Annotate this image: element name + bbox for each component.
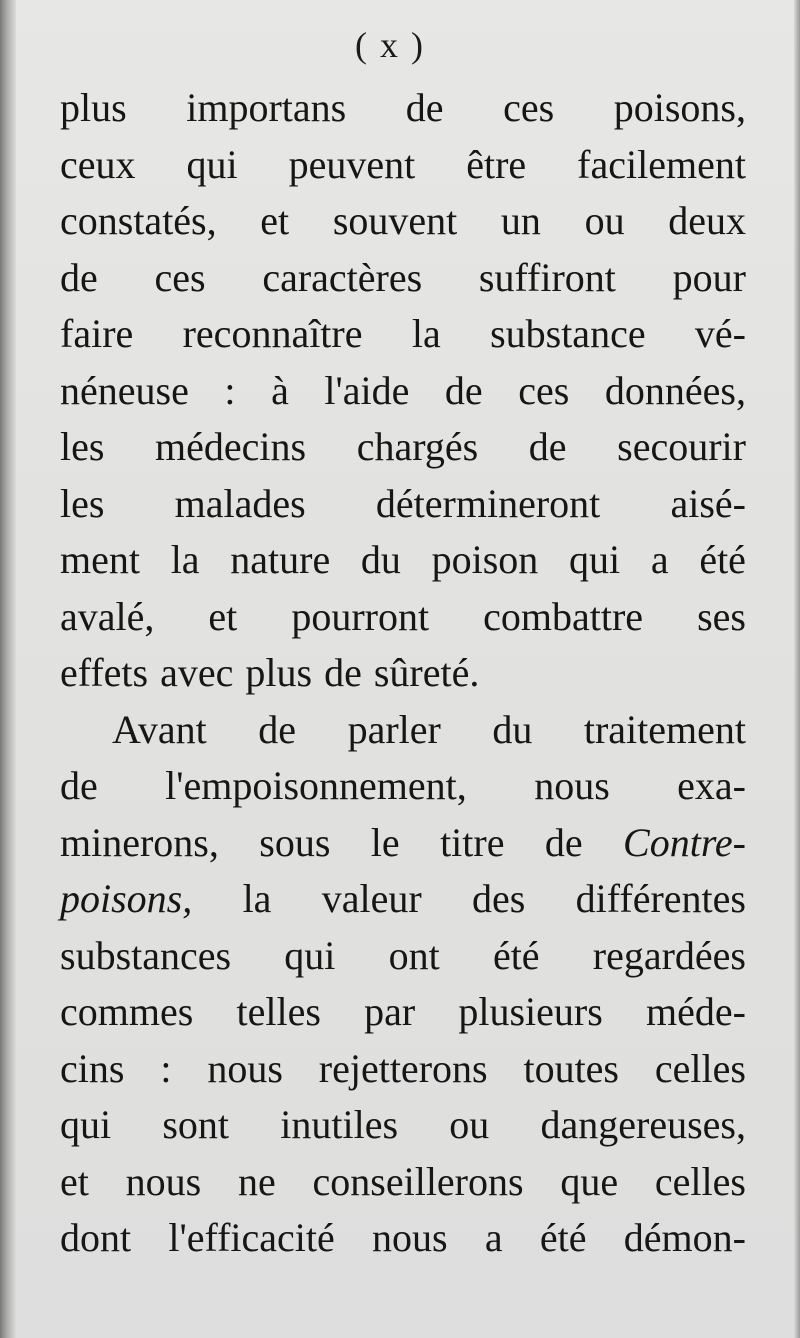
text-line: plus importans de ces poisons, bbox=[60, 85, 746, 130]
body-text bbox=[60, 80, 746, 1267]
text-line: cins : nous rejetterons toutes celles bbox=[60, 1045, 746, 1091]
text-line: les malades détermineront aisé- bbox=[60, 480, 746, 526]
text-line: dont l'efficacité nous a été démon- bbox=[60, 1215, 746, 1260]
text-line: qui sont inutiles ou dangereuses, bbox=[60, 1102, 746, 1147]
paragraph-2 bbox=[60, 702, 746, 1267]
text-line: ceux qui peuvent être facilement bbox=[60, 141, 746, 187]
text-line: effets avec plus de sûreté. bbox=[60, 650, 480, 695]
text-line: minerons, sous le titre de Contre- bbox=[60, 819, 746, 865]
text-line: Avant de parler du traitement bbox=[112, 706, 746, 752]
page-right-edge bbox=[794, 0, 800, 1338]
text-line: avalé, et pourront combattre ses bbox=[60, 593, 746, 639]
text-line: commes telles par plusieurs méde- bbox=[60, 989, 746, 1034]
page-binding-edge bbox=[0, 0, 16, 1338]
page-number: ( x ) bbox=[355, 25, 425, 65]
text-line: substances qui ont été regardées bbox=[60, 932, 746, 978]
text-line: et nous ne conseillerons que celles bbox=[60, 1158, 746, 1204]
text-line: de l'empoisonnement, nous exa- bbox=[60, 763, 746, 808]
text-line: les médecins chargés de secourir bbox=[60, 424, 746, 469]
text-line: néneuse : à l'aide de ces données, bbox=[60, 367, 746, 413]
paragraph-1 bbox=[60, 80, 746, 702]
text-line: de ces caractères suffiront pour bbox=[60, 254, 746, 300]
text-line: ment la nature du poison qui a été bbox=[60, 537, 746, 582]
text-line: faire reconnaître la substance vé- bbox=[60, 311, 746, 356]
text-line: poisons, la valeur des différentes bbox=[60, 876, 746, 921]
text-line: constatés, et souvent un ou deux bbox=[60, 198, 746, 243]
